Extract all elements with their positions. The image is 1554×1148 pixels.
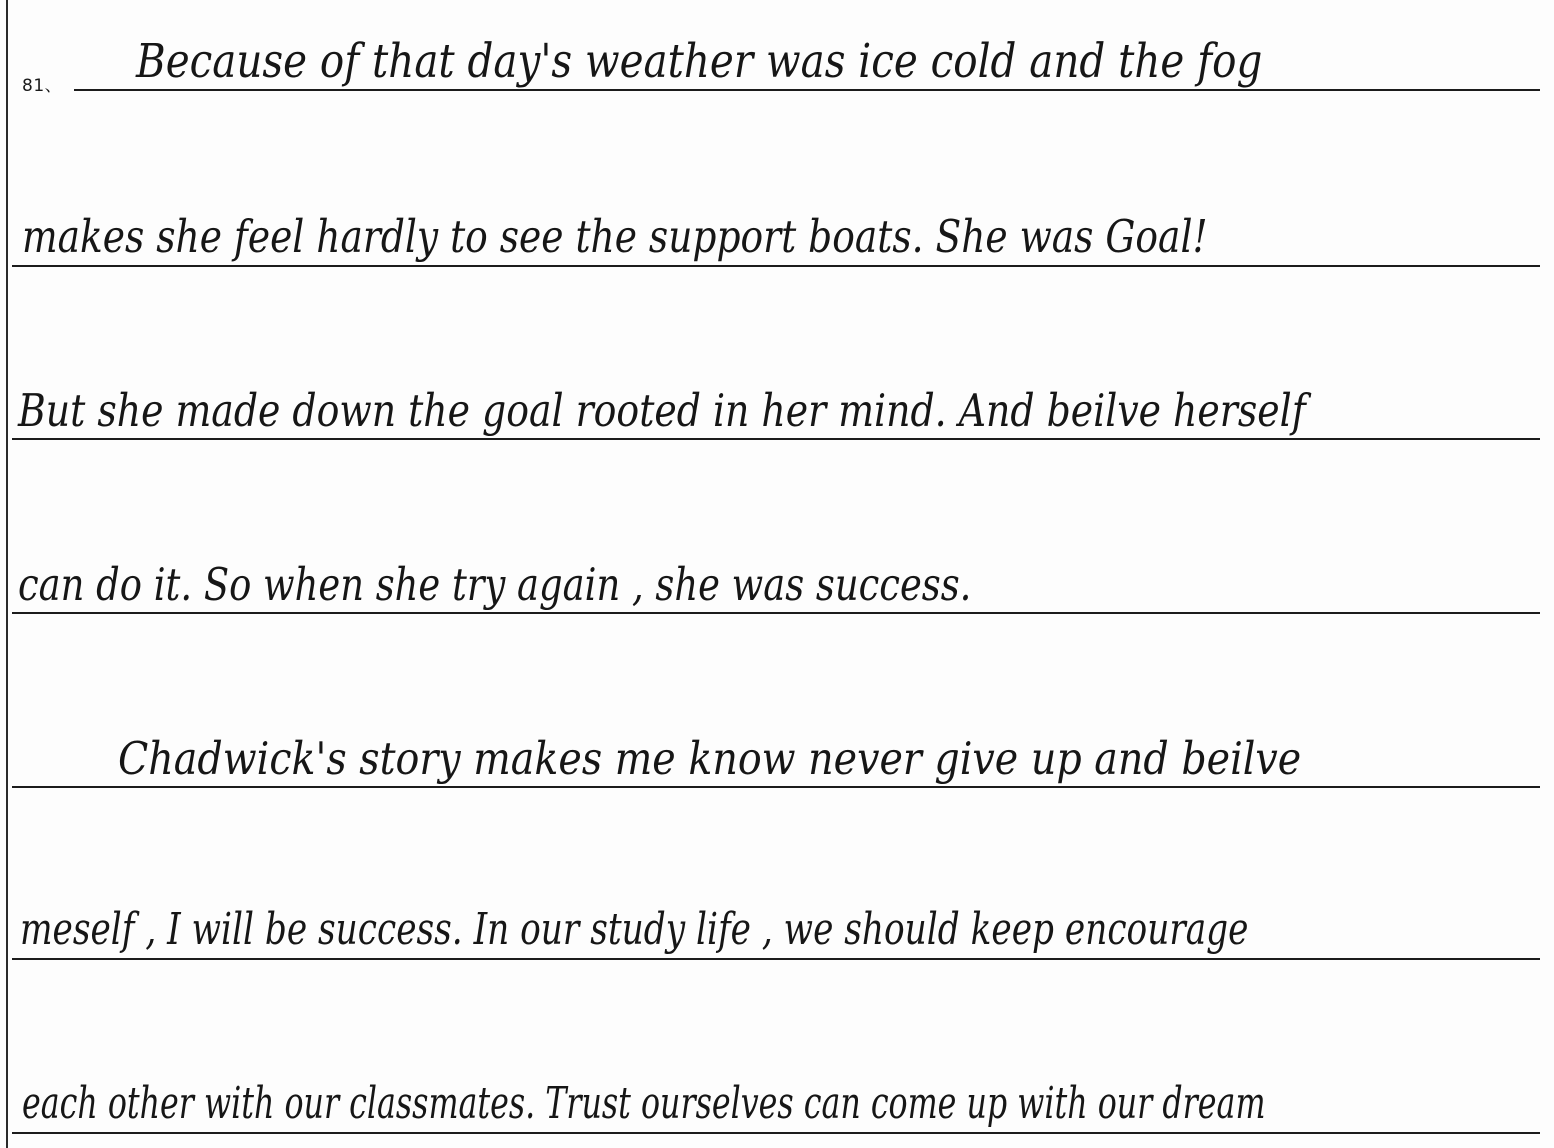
ruled-line-6 [12,958,1540,960]
ruled-line-1 [74,89,1540,91]
question-number: 81、 [22,76,63,96]
ruled-line-3 [12,438,1540,440]
handwritten-line-3: But she made down the goal rooted in her mind. And beilve herself [18,384,1306,437]
handwritten-line-5: Chadwick's story makes me know never give up and beilve [118,732,1302,785]
handwritten-line-7: each other with our classmates. Trust ourselves can come up with our dream [22,1078,1266,1129]
handwritten-line-6: meself , I will be success. In our study life , we should keep encourage [20,904,1249,955]
ruled-line-2 [12,265,1540,267]
ruled-line-5 [12,786,1540,788]
handwritten-line-1: Because of that day's weather was ice cold and the fog [136,34,1263,89]
ruled-line-4 [12,612,1540,614]
sheet-left-border [6,0,8,1148]
handwritten-line-4: can do it. So when she try again , she was success. [18,558,972,611]
ruled-line-7 [12,1132,1540,1134]
handwritten-line-2: makes she feel hardly to see the support boats. She was Goal! [22,210,1208,263]
